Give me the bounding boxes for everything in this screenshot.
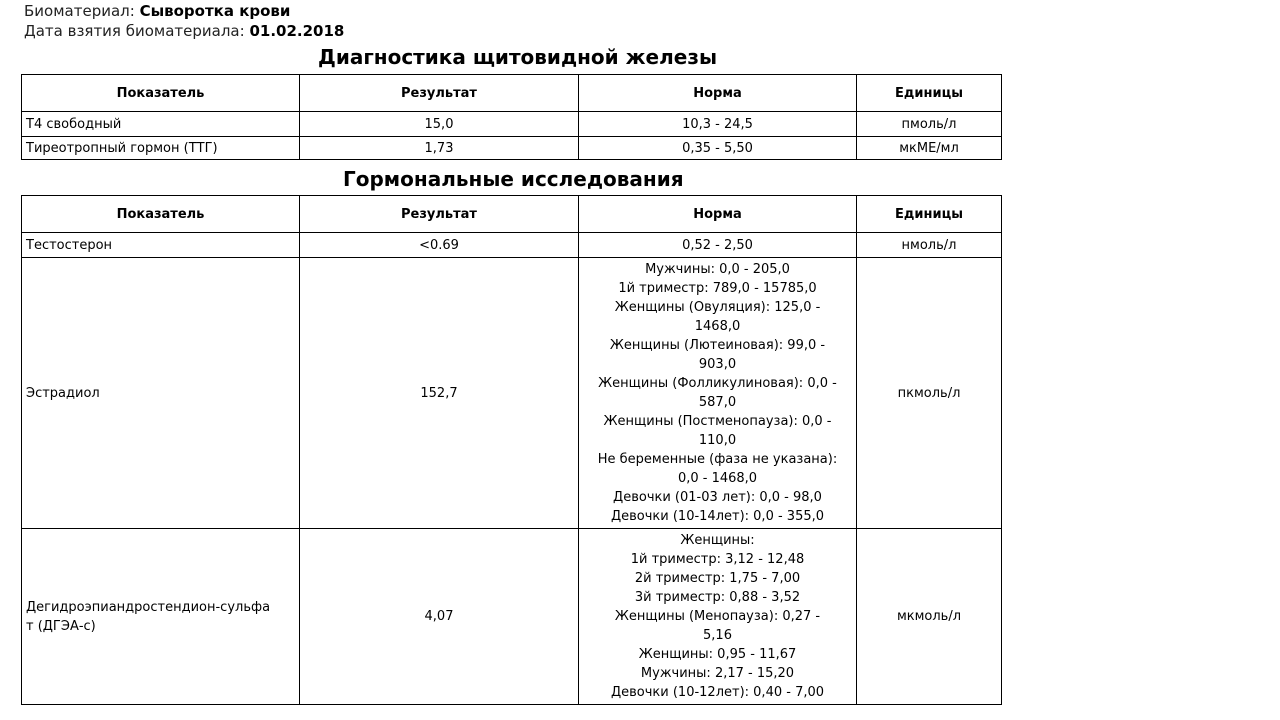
indicator-line: т (ДГЭА-с) xyxy=(26,618,96,634)
table-row xyxy=(22,137,1002,160)
norm-cell: 0,35 - 5,50 xyxy=(579,137,857,160)
hormonal-table xyxy=(21,195,1002,705)
hormonal-section-title: Гормональные исследования xyxy=(343,167,684,191)
norm-line: 110,0 xyxy=(698,433,737,448)
date-value: 01.02.2018 xyxy=(249,22,345,40)
biomaterial-line xyxy=(24,1,344,21)
result-cell: 15,0 xyxy=(300,112,579,137)
report-meta xyxy=(24,1,344,41)
indicator-cell: Эстрадиол xyxy=(22,258,300,529)
indicator-cell: Тиреотропный гормон (ТТГ) xyxy=(22,137,300,160)
col-indicator-header: Показатель xyxy=(22,75,300,112)
biomaterial-label: Биоматериал: xyxy=(24,2,140,20)
norm-line: Не беременные (фаза не указана): xyxy=(597,452,838,467)
norm-line: Женщины (Овуляция): 125,0 - xyxy=(614,300,821,315)
indicator-cell xyxy=(22,529,300,705)
norm-cell xyxy=(579,529,857,705)
norm-line: 587,0 xyxy=(698,395,737,410)
col-result-header: Результат xyxy=(300,196,579,233)
thyroid-section-title: Диагностика щитовидной железы xyxy=(318,45,718,69)
col-indicator-header: Показатель xyxy=(22,196,300,233)
norm-line: Девочки (10-14лет): 0,0 - 355,0 xyxy=(610,509,825,524)
norm-line: 0,0 - 1468,0 xyxy=(677,471,758,486)
norm-line: Мужчины: 2,17 - 15,20 xyxy=(640,666,795,681)
units-cell: пкмоль/л xyxy=(857,258,1002,529)
table-header-row xyxy=(22,75,1002,112)
col-result-header: Результат xyxy=(300,75,579,112)
col-norm-header: Норма xyxy=(579,75,857,112)
date-label: Дата взятия биоматериала: xyxy=(24,22,250,40)
norm-cell xyxy=(579,258,857,529)
norm-line: 3й триместр: 0,88 - 3,52 xyxy=(634,590,801,605)
norm-line: 1468,0 xyxy=(694,319,741,334)
date-line xyxy=(24,21,344,41)
norm-line: 1й триместр: 3,12 - 12,48 xyxy=(630,552,805,567)
units-cell: мкМЕ/мл xyxy=(857,137,1002,160)
col-units-header: Единицы xyxy=(857,196,1002,233)
table-row xyxy=(22,233,1002,258)
norm-line: Девочки (10-12лет): 0,40 - 7,00 xyxy=(610,685,825,700)
norm-line: Женщины: xyxy=(680,533,755,548)
norm-line: 1й триместр: 789,0 - 15785,0 xyxy=(618,281,817,296)
indicator-cell: Тестостерон xyxy=(22,233,300,258)
table-row xyxy=(22,529,1002,705)
norm-line: 903,0 xyxy=(698,357,737,372)
norm-line: 5,16 xyxy=(703,628,732,643)
table-row xyxy=(22,112,1002,137)
units-cell: пмоль/л xyxy=(857,112,1002,137)
units-cell: нмоль/л xyxy=(857,233,1002,258)
col-norm-header: Норма xyxy=(579,196,857,233)
norm-line: Женщины: 0,95 - 11,67 xyxy=(638,647,797,662)
norm-line: 2й триместр: 1,75 - 7,00 xyxy=(634,571,801,586)
norm-line: Женщины (Лютеиновая): 99,0 - xyxy=(609,338,826,353)
table-row xyxy=(22,258,1002,529)
norm-line: Женщины (Менопауза): 0,27 - xyxy=(614,609,821,624)
norm-line: Женщины (Фолликулиновая): 0,0 - xyxy=(598,376,837,391)
indicator-line: Дегидроэпиандростендион-сульфа xyxy=(26,599,271,615)
indicator-cell: Т4 свободный xyxy=(22,112,300,137)
norm-line: Мужчины: 0,0 - 205,0 xyxy=(645,262,790,277)
result-cell: 4,07 xyxy=(300,529,579,705)
norm-line: Девочки (01-03 лет): 0,0 - 98,0 xyxy=(613,490,822,505)
units-cell: мкмоль/л xyxy=(857,529,1002,705)
col-units-header: Единицы xyxy=(857,75,1002,112)
biomaterial-value: Сыворотка крови xyxy=(139,2,291,20)
norm-line: Женщины (Постменопауза): 0,0 - xyxy=(603,414,832,429)
table-header-row xyxy=(22,196,1002,233)
result-cell: 152,7 xyxy=(300,258,579,529)
result-cell: 1,73 xyxy=(300,137,579,160)
result-cell: <0.69 xyxy=(300,233,579,258)
norm-cell: 0,52 - 2,50 xyxy=(579,233,857,258)
norm-cell: 10,3 - 24,5 xyxy=(579,112,857,137)
thyroid-table xyxy=(21,74,1002,160)
